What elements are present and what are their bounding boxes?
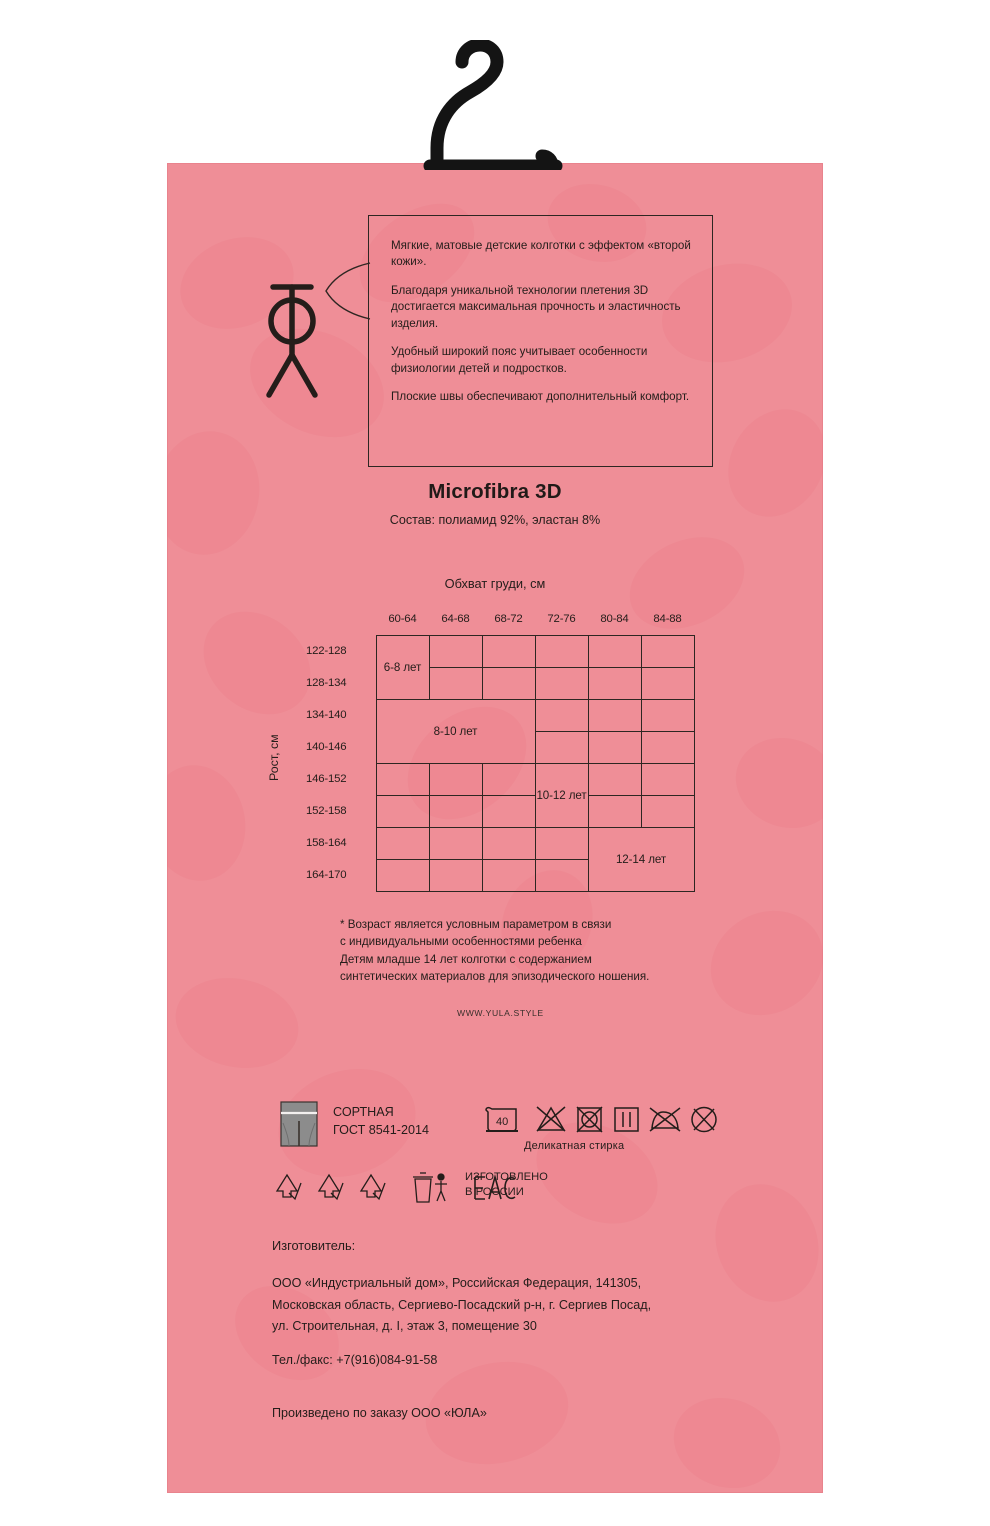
order-note: Произведено по заказу ООО «ЮЛА» — [272, 1406, 487, 1420]
cell-r0-c2 — [482, 635, 535, 667]
size-table — [302, 604, 695, 892]
website-url: WWW.YULA.STYLE — [457, 1008, 544, 1018]
cell-r0-c4 — [588, 635, 641, 667]
origin-line-2: В РОССИИ — [465, 1186, 524, 1199]
cell-r5-c5 — [641, 795, 694, 827]
cell-r1-c3 — [535, 667, 588, 699]
cell-r4-c1 — [429, 763, 482, 795]
age-cell-8-10: 8-10 лет — [376, 699, 535, 763]
cell-r1-c5 — [641, 667, 694, 699]
cell-r5-c2 — [482, 795, 535, 827]
speech-bubble-tail — [324, 261, 372, 321]
cell-r7-c3 — [535, 859, 588, 891]
row-header-6: 158-164 — [306, 837, 347, 849]
column-header-4: 80-84 — [588, 604, 641, 635]
cell-r5-c1 — [429, 795, 482, 827]
care-caption: Деликатная стирка — [524, 1140, 625, 1152]
cell-r7-c0 — [376, 859, 429, 891]
manufacturer-phone: Тел./факс: +7(916)084-91-58 — [272, 1353, 438, 1367]
row-header-4: 146-152 — [306, 773, 347, 785]
wash-temperature-label: 40 — [496, 1116, 509, 1128]
age-cell-12-14: 12-14 лет — [588, 827, 694, 891]
row-header-5: 152-158 — [306, 805, 347, 817]
manufacturer-title: Изготовитель: — [272, 1238, 356, 1253]
table-corner-cell — [302, 604, 376, 635]
cell-r0-c5 — [641, 635, 694, 667]
row-header-3: 140-146 — [306, 741, 347, 753]
cell-r3-c3 — [535, 731, 588, 763]
hanger-graphic — [0, 40, 990, 170]
description-paragraph-2: Благодаря уникальной технологии плетения 3D достигается максимальная прочность и эластичность изделия. — [391, 283, 681, 330]
cell-r3-c5 — [641, 731, 694, 763]
column-header-3: 72-76 — [535, 604, 588, 635]
age-cell-6-8: 6-8 лет — [376, 635, 429, 699]
cell-r1-c1 — [429, 667, 482, 699]
product-title: Microfibra 3D — [428, 480, 562, 503]
cell-r7-c2 — [482, 859, 535, 891]
country-of-origin — [465, 1170, 548, 1200]
size-footnote — [340, 916, 760, 986]
row-header-1: 128-134 — [306, 677, 347, 689]
cell-r4-c2 — [482, 763, 535, 795]
footnote-line-2: с индивидуальными особенностями ребенка — [340, 935, 582, 949]
footnote-line-4: синтетических материалов для эпизодического ношения. — [340, 970, 650, 984]
row-header-7: 164-170 — [306, 869, 347, 881]
product-description-bubble — [368, 215, 713, 467]
care-symbols-row — [482, 1098, 732, 1138]
table-row — [302, 699, 694, 731]
column-header-1: 64-68 — [429, 604, 482, 635]
cell-r7-c1 — [429, 859, 482, 891]
column-header-0: 60-64 — [376, 604, 429, 635]
footnote-line-1: * Возраст является условным параметром в связи — [340, 918, 612, 931]
cell-r6-c2 — [482, 827, 535, 859]
cell-r1-c2 — [482, 667, 535, 699]
size-table-wrapper — [302, 604, 692, 884]
footnote-line-3: Детям младше 14 лет колготки с содержанием — [340, 952, 592, 966]
address-line-2: Московская область, Сергиево-Посадский р-н, г. Сергиев Посад, — [272, 1297, 652, 1312]
manufacturer-address — [272, 1273, 752, 1338]
product-composition: Состав: полиамид 92%, эластан 8% — [389, 513, 601, 527]
cell-r0-c3 — [535, 635, 588, 667]
tights-pictogram-icon — [277, 1099, 321, 1149]
cell-r3-c4 — [588, 731, 641, 763]
table-row — [302, 795, 694, 827]
description-paragraph-4: Плоские швы обеспечивают дополнительный комфорт. — [391, 390, 690, 404]
sort-line-1: СОРТНАЯ — [333, 1105, 394, 1119]
cell-r4-c5 — [641, 763, 694, 795]
package-front — [167, 163, 823, 1493]
cell-r4-c0 — [376, 763, 429, 795]
origin-line-1: ИЗГОТОВЛЕНО — [465, 1171, 548, 1183]
table-row — [302, 635, 694, 667]
address-line-3: ул. Строительная, д. I, этаж 3, помещение 30 — [272, 1319, 537, 1334]
row-header-2: 134-140 — [306, 709, 347, 721]
table-row — [302, 667, 694, 699]
description-paragraph-3: Удобный широкий пояс учитывает особенности физиологии детей и подростков. — [391, 345, 648, 375]
age-cell-10-12: 10-12 лет — [535, 763, 588, 827]
cell-r2-c3 — [535, 699, 588, 731]
cell-r5-c4 — [588, 795, 641, 827]
sort-certification-text — [333, 1103, 429, 1140]
cell-r5-c0 — [376, 795, 429, 827]
table-row — [302, 827, 694, 859]
brand-logo-icon — [255, 268, 329, 413]
cell-r2-c4 — [588, 699, 641, 731]
cell-r2-c5 — [641, 699, 694, 731]
column-header-5: 84-88 — [641, 604, 694, 635]
description-paragraph-1: Мягкие, матовые детские колготки с эффектом «второй кожи». — [391, 239, 691, 269]
cell-r4-c4 — [588, 763, 641, 795]
table-row — [302, 763, 694, 795]
address-line-1: ООО «Индустриальный дом», Российская Федерация, 141305, — [272, 1276, 642, 1290]
cell-r6-c0 — [376, 827, 429, 859]
cell-r0-c1 — [429, 635, 482, 667]
cell-r6-c1 — [429, 827, 482, 859]
cell-r1-c4 — [588, 667, 641, 699]
sort-line-2: ГОСТ 8541-2014 — [333, 1123, 430, 1138]
row-header-0: 122-128 — [306, 645, 347, 657]
height-axis-label: Рост, см — [267, 734, 281, 781]
column-header-2: 68-72 — [482, 604, 535, 635]
chest-axis-label: Обхват груди, см — [444, 576, 546, 591]
cell-r6-c3 — [535, 827, 588, 859]
table-header-row — [302, 604, 694, 635]
